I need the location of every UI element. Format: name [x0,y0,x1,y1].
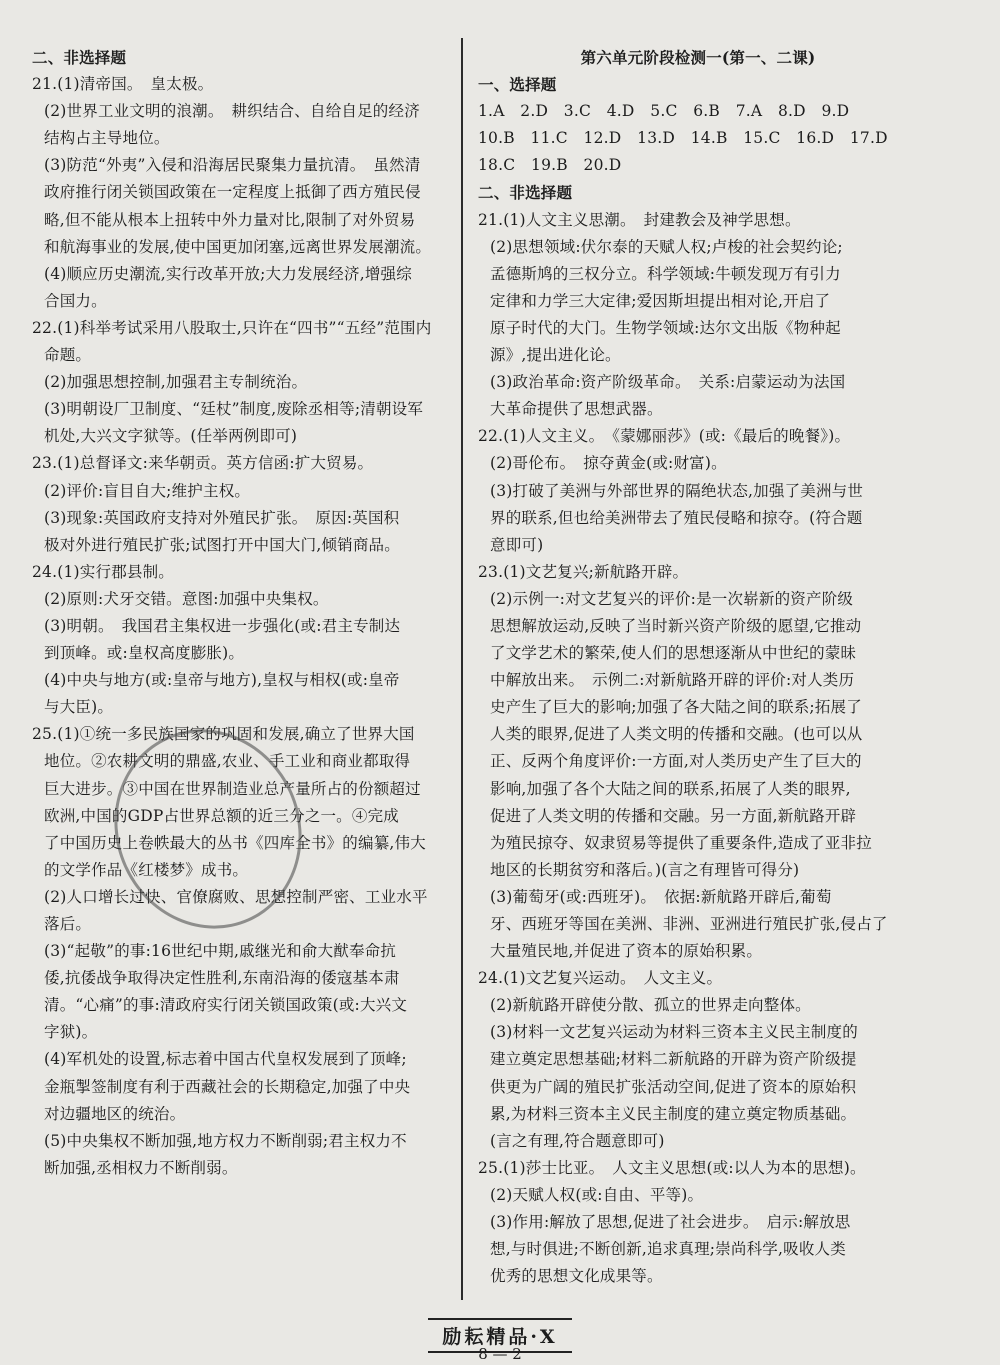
text-line: 一、选择题 [478,75,557,95]
text-line: (2)世界工业文明的浪潮。 耕织结合、自给自足的经济 [44,102,420,121]
right-column [478,44,888,1290]
text-line: 到顶峰。或:皇权高度膨胀)。 [44,644,245,663]
text-line: (2)天赋人权(或:自由、平等)。 [490,1185,704,1204]
text-line: 巨大进步。③中国在世界制造业总产量所占的份额超过 [44,779,421,798]
text-line: 源》,提出进化论。 [490,346,621,365]
text-line: 合国力。 [44,291,107,310]
column-divider [461,38,463,1300]
text-line: 供更为广阔的殖民扩张活动空间,促进了资本的原始积 [490,1077,857,1096]
text-line: 21.(1)清帝国。 皇太极。 [32,75,214,94]
text-line: (2)思想领域:伏尔泰的天赋人权;卢梭的社会契约论; [490,237,843,256]
text-line: 二、非选择题 [32,48,127,67]
text-line: (3)明朝。 我国君主集权进一步强化(或:君主专制达 [44,616,401,635]
text-line: 结构占主导地位。 [44,129,170,148]
text-line: 23.(1)文艺复兴;新航路开辟。 [478,562,689,581]
text-line: 大量殖民地,并促进了资本的原始积累。 [490,942,763,961]
text-line: (3)现象:英国政府支持对外殖民扩张。 原因:英国积 [44,508,400,527]
text-line: 25.(1)莎士比亚。 人文主义思想(或:以人为本的思想)。 [478,1158,866,1177]
text-line: 22.(1)人文主义。 《蒙娜丽莎》(或:《最后的晚餐》)。 [478,427,851,446]
text-line: 正、反两个角度评价:一方面,对人类历史产生了巨大的 [490,752,862,771]
text-line: 史产生了巨大的影响;加强了各大陆之间的联系;拓展了 [490,698,862,717]
text-line: 命题。 [44,346,92,365]
text-line: 倭,抗倭战争取得决定性胜利,东南沿海的倭寇基本肃 [44,969,400,988]
left-column [32,44,450,1182]
text-line: (3)打破了美洲与外部世界的隔绝状态,加强了美洲与世 [490,481,864,500]
text-line: (3)“起敬”的事:16世纪中期,戚继光和俞大猷奉命抗 [44,942,397,961]
text-line: (3)材料一文艺复兴运动为材料三资本主义民主制度的 [490,1023,858,1042]
text-line: 和航海事业的发展,使中国更加闭塞,远离世界发展潮流。 [44,237,432,256]
text-line: (2)人口增长过快、官僚腐败、思想控制严密、工业水平 [44,887,428,906]
text-line: 了文学艺术的繁荣,使人们的思想逐渐从中世纪的蒙昧 [490,644,857,663]
text-line: (2)新航路开辟使分散、孤立的世界走向整体。 [490,996,811,1015]
text-line: 想,与时俱进;不断创新,追求真理;崇尚科学,吸收人类 [490,1240,846,1259]
text-line: 人类的眼界,促进了人类文明的传播和交融。(也可以从 [490,725,863,744]
text-line: (3)作用:解放了思想,促进了社会进步。 启示:解放思 [490,1213,851,1232]
text-line: 界的联系,但也给美洲带去了殖民侵略和掠夺。(符合题 [490,508,863,527]
text-line: 10.B 11.C 12.D 13.D 14.B 15.C 16.D 17.D [478,129,888,148]
text-line: 机处,大兴文字狱等。(任举两例即可) [44,427,298,446]
text-line: (4)中央与地方(或:皇帝与地方),皇权与相权(或:皇帝 [44,671,400,690]
text-line: 影响,加强了各个大陆之间的联系,拓展了人类的眼界, [490,779,851,798]
text-line: 24.(1)实行郡县制。 [32,562,175,581]
text-line: 第六单元阶段检测一(第一、二课) [580,48,816,67]
text-line: 略,但不能从根本上扭转中外力量对比,限制了对外贸易 [44,210,416,229]
text-line: 极对外进行殖民扩张;试图打开中国大门,倾销商品。 [44,535,400,554]
text-line: 清。“心痛”的事:清政府实行闭关锁国政策(或:大兴文 [44,996,408,1015]
text-line: 促进了人类文明的传播和交融。另一方面,新航路开辟 [490,806,857,825]
text-line: (3)明朝设厂卫制度、“廷杖”制度,废除丞相等;清朝设军 [44,400,424,419]
text-line: 思想解放运动,反映了当时新兴资产阶级的愿望,它推动 [490,616,862,635]
text-line: 欧洲,中国的GDP占世界总额的近三分之一。④完成 [44,806,399,825]
text-line: (4)军机处的设置,标志着中国古代皇权发展到了顶峰; [44,1050,407,1069]
text-line: (2)哥伦布。 掠夺黄金(或:财富)。 [490,454,727,473]
text-line: 断加强,丞相权力不断削弱。 [44,1158,238,1177]
text-line: 地位。②农耕文明的鼎盛,农业、手工业和商业都取得 [44,752,411,771]
text-line: 1.A 2.D 3.C 4.D 5.C 6.B 7.A 8.D 9.D [478,102,850,121]
text-line: 政府推行闭关锁国政策在一定程度上抵御了西方殖民侵 [44,183,421,202]
text-line: 优秀的思想文化成果等。 [490,1267,663,1286]
brand-label: 励耘精品·X [428,1318,571,1353]
text-line: 金瓶掣签制度有利于西藏社会的长期稳定,加强了中央 [44,1077,411,1096]
text-line: 中解放出来。 示例二:对新航路开辟的评价:对人类历 [490,671,855,690]
text-line: (2)加强思想控制,加强君主专制统治。 [44,373,308,392]
text-line: 22.(1)科举考试采用八股取士,只许在“四书”“五经”范围内 [32,318,432,337]
page-number: 8 — 2 [478,1345,522,1363]
text-line: 的文学作品《红楼梦》成书。 [44,860,249,879]
text-line: 与大臣)。 [44,698,114,717]
text-line: 18.C 19.B 20.D [478,156,622,175]
text-line: 了中国历史上卷帙最大的丛书《四库全书》的编纂,伟大 [44,833,426,852]
text-line: 孟德斯鸠的三权分立。科学领域:牛顿发现万有引力 [490,264,841,283]
text-line: (4)顺应历史潮流,实行改革开放;大力发展经济,增强综 [44,264,412,283]
watermark-logo [850,1288,995,1360]
text-line: 原子时代的大门。生物学领域:达尔文出版《物种起 [490,318,841,337]
text-line: (3)防范“外夷”入侵和沿海居民聚集力量抗清。 虽然清 [44,156,421,175]
text-line: 意即可) [490,535,544,554]
text-line: 建立奠定思想基础;材料二新航路的开辟为资产阶级提 [490,1050,857,1069]
text-line: 23.(1)总督译文:来华朝贡。英方信函:扩大贸易。 [32,454,374,473]
text-line: (2)示例一:对文艺复兴的评价:是一次崭新的资产阶级 [490,589,854,608]
text-line: 落后。 [44,915,92,933]
text-line: (5)中央集权不断加强,地方权力不断削弱;君主权力不 [44,1131,407,1150]
text-line: (2)原则:犬牙交错。意图:加强中央集权。 [44,589,329,608]
text-line: 定律和力学三大定律;爱因斯坦提出相对论,开启了 [490,291,831,310]
text-line: 牙、西班牙等国在美洲、非洲、亚洲进行殖民扩张,侵占了 [490,915,888,933]
text-line: 地区的长期贫穷和落后。)(言之有理皆可得分) [490,860,800,879]
text-line: 24.(1)文艺复兴运动。 人文主义。 [478,969,723,988]
text-line: 21.(1)人文主义思潮。 封建教会及神学思想。 [478,210,801,229]
text-line: 25.(1)①统一多民族国家的巩固和发展,确立了世界大国 [32,725,415,744]
text-line: 字狱)。 [44,1023,98,1042]
text-line: 为殖民掠夺、奴隶贸易等提供了重要条件,造成了亚非拉 [490,833,872,852]
text-line: (3)葡萄牙(或:西班牙)。 依据:新航路开辟后,葡萄 [490,887,832,906]
text-line: (3)政治革命:资产阶级革命。 关系:启蒙运动为法国 [490,373,846,392]
text-line: (2)评价:盲目自大;维护主权。 [44,481,251,500]
text-line: (言之有理,符合题意即可) [490,1131,665,1150]
text-line: 大革命提供了思想武器。 [490,400,663,419]
text-line: 累,为材料三资本主义民主制度的建立奠定物质基础。 [490,1104,857,1123]
text-line: 对边疆地区的统治。 [44,1104,186,1123]
text-line: 二、非选择题 [478,183,573,203]
